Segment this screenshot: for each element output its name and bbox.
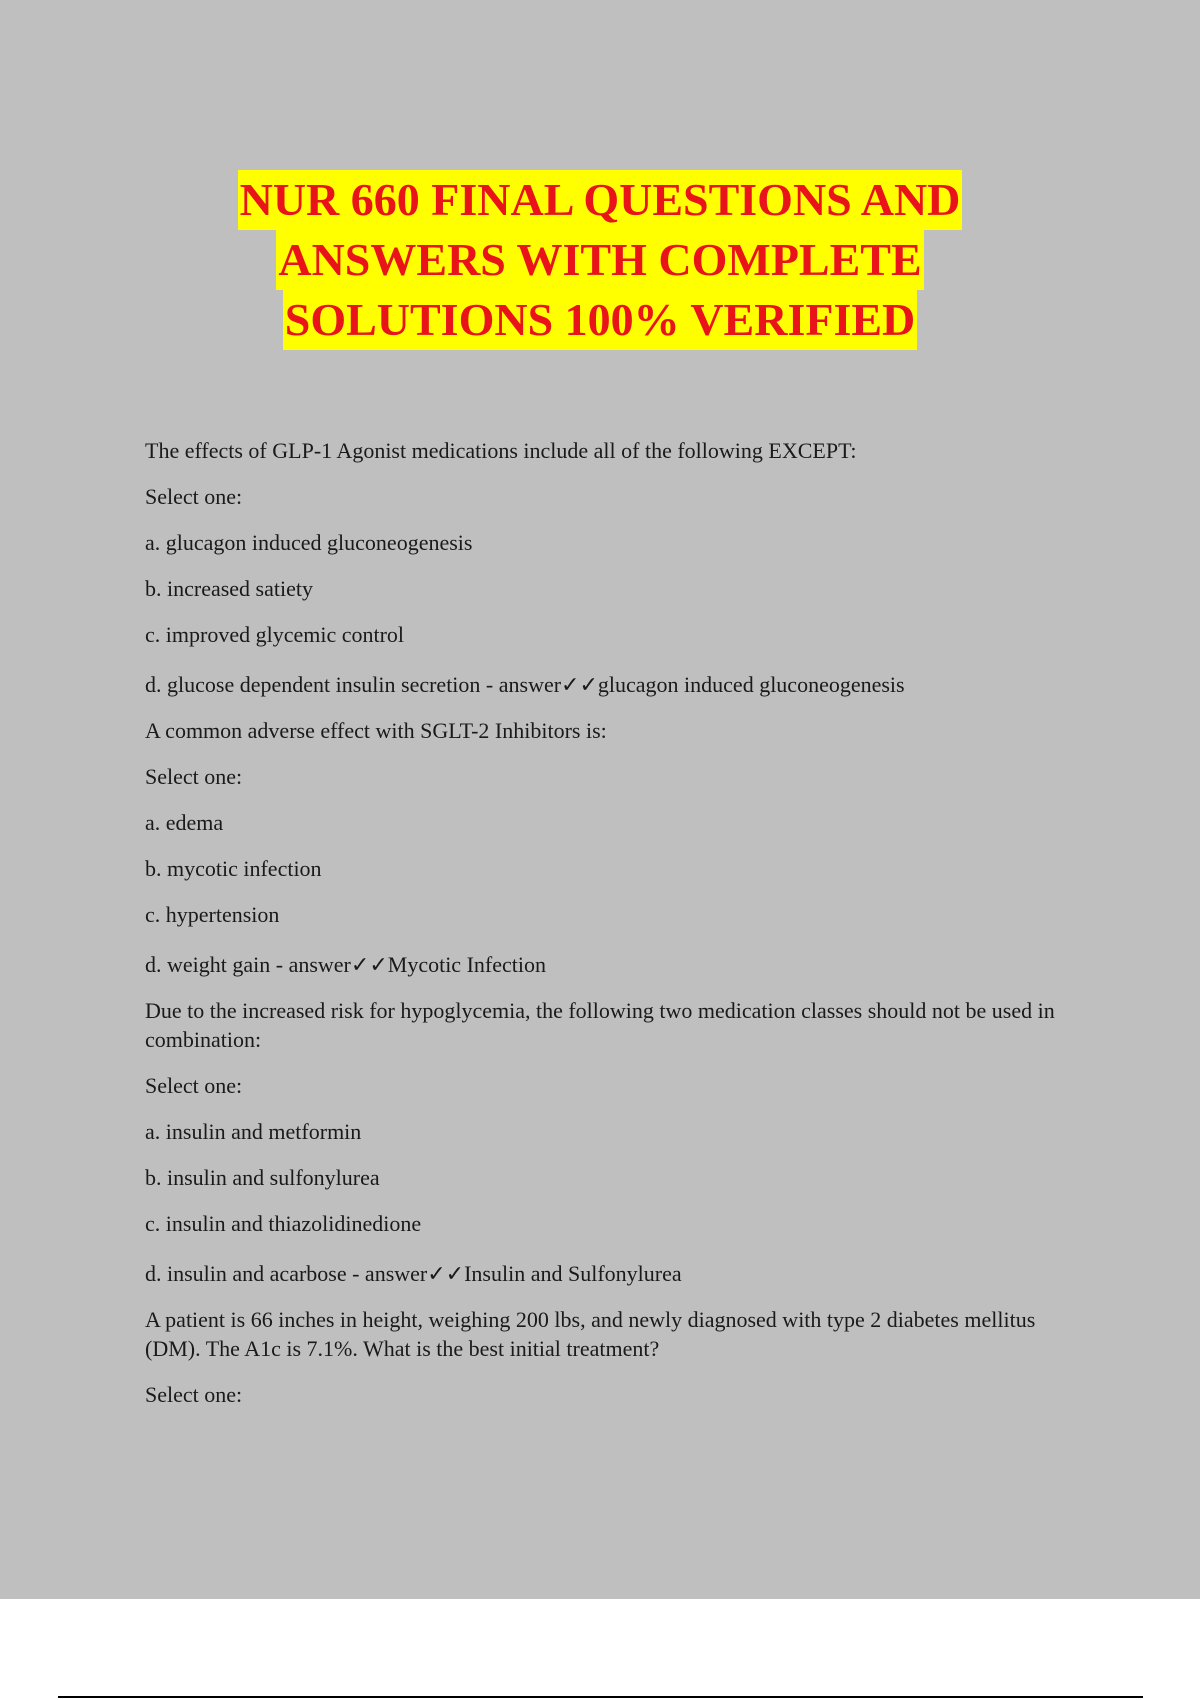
answer-option-with-key: d. glucose dependent insulin secretion - answer✓✓glucagon induced gluconeogenesis — [145, 672, 905, 697]
question-stem: The effects of GLP-1 Agonist medications include all of the following EXCEPT: — [145, 438, 857, 463]
title-line: SOLUTIONS 100% VERIFIED — [283, 290, 918, 350]
answer-option: a. insulin and metformin — [145, 1119, 362, 1144]
document-body — [145, 436, 1085, 1426]
question-stem: A common adverse effect with SGLT-2 Inhibitors is: — [145, 718, 607, 743]
question-stem: A patient is 66 inches in height, weighing 200 lbs, and newly diagnosed with type 2 diabetes mellitus (DM). The A1c is 7.1%. What is the best initial treatment? — [145, 1307, 1036, 1361]
answer-option: c. hypertension — [145, 902, 280, 927]
question-stem: Due to the increased risk for hypoglycemia, the following two medication classes should not be used in combination: — [145, 998, 1055, 1052]
answer-option: c. insulin and thiazolidinedione — [145, 1211, 422, 1236]
answer-option: b. insulin and sulfonylurea — [145, 1165, 380, 1190]
answer-option: c. improved glycemic control — [145, 622, 405, 647]
title-line: NUR 660 FINAL QUESTIONS AND — [238, 170, 963, 230]
select-one-prompt: Select one: — [145, 1382, 243, 1407]
answer-option: b. increased satiety — [145, 576, 313, 601]
answer-option: b. mycotic infection — [145, 856, 322, 881]
answer-option-with-key: d. insulin and acarbose - answer✓✓Insulin and Sulfonylurea — [145, 1261, 682, 1286]
select-one-prompt: Select one: — [145, 484, 243, 509]
answer-option: a. edema — [145, 810, 224, 835]
select-one-prompt: Select one: — [145, 764, 243, 789]
answer-option: a. glucagon induced gluconeogenesis — [145, 530, 473, 555]
footer-divider — [58, 1696, 1143, 1698]
document-title — [0, 170, 1200, 350]
title-line: ANSWERS WITH COMPLETE — [276, 230, 923, 290]
answer-option-with-key: d. weight gain - answer✓✓Mycotic Infection — [145, 952, 546, 977]
select-one-prompt: Select one: — [145, 1073, 243, 1098]
